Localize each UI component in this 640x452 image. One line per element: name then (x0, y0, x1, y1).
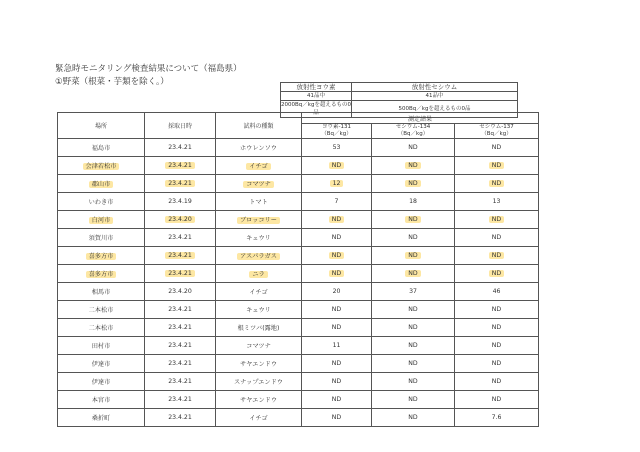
header-sample: 試料の種類 (216, 113, 302, 139)
table-row (58, 337, 539, 355)
cell-i131 (302, 175, 372, 193)
cs137-value: ND (489, 180, 504, 187)
cell-sample (216, 337, 302, 355)
i131-value: ND (331, 378, 342, 385)
cell-i131 (302, 391, 372, 409)
cell-i131 (302, 319, 372, 337)
i131-value: ND (331, 324, 342, 331)
cell-place (58, 193, 145, 211)
i131-value: ND (329, 270, 344, 277)
sample-value: スナップエンドウ (234, 379, 283, 386)
cell-i131 (302, 193, 372, 211)
date-value: 23.4.21 (168, 414, 192, 421)
place-value: 伊達市 (91, 379, 111, 386)
i131-value: 12 (330, 180, 344, 187)
cs137-value: ND (491, 144, 502, 151)
cell-i131 (302, 229, 372, 247)
cell-place (58, 211, 145, 229)
table-row (58, 373, 539, 391)
header-results: 測定結果 (302, 113, 539, 124)
sample-value: アスパラガス (237, 253, 280, 260)
results-table (57, 112, 539, 427)
cell-cs134 (372, 139, 455, 157)
cell-cs134 (372, 283, 455, 301)
cell-date (145, 139, 216, 157)
place-value: 桑折町 (91, 415, 111, 422)
cell-i131 (302, 283, 372, 301)
table-row (58, 139, 539, 157)
header-i131-label: ヨウ素-131 (322, 124, 351, 130)
cs134-value: ND (405, 180, 420, 187)
cell-cs137 (455, 373, 539, 391)
cell-cs134 (372, 211, 455, 229)
summary-iodine-head: 放射性ヨウ素 (281, 83, 352, 92)
date-value: 23.4.21 (168, 306, 192, 313)
i131-value: ND (329, 252, 344, 259)
cs134-value: ND (408, 378, 418, 385)
sample-value: ニラ (249, 271, 267, 278)
cs137-value: ND (491, 360, 502, 367)
table-row (58, 409, 539, 427)
cell-sample (216, 139, 302, 157)
table-row (58, 157, 539, 175)
table-row (58, 247, 539, 265)
i131-value: ND (331, 306, 342, 313)
sample-value: キュウリ (246, 235, 271, 242)
place-value: 白河市 (89, 217, 114, 224)
cell-date (145, 355, 216, 373)
cs137-value: ND (491, 342, 502, 349)
cell-place (58, 337, 145, 355)
place-value: 田村市 (91, 343, 111, 350)
cell-cs134 (372, 391, 455, 409)
header-cs137-label: セシウム-137 (479, 124, 514, 130)
cell-date (145, 211, 216, 229)
cell-date (145, 391, 216, 409)
sample-value: ホウレンソウ (240, 145, 277, 152)
table-row (58, 265, 539, 283)
cell-cs137 (455, 211, 539, 229)
cs134-value: ND (408, 342, 418, 349)
table-row (58, 193, 539, 211)
place-value: 郡山市 (89, 181, 114, 188)
table-row (58, 283, 539, 301)
place-value: 相馬市 (91, 289, 111, 296)
cs134-value: ND (408, 234, 418, 241)
date-value: 23.4.20 (168, 288, 192, 295)
cell-date (145, 337, 216, 355)
place-value: 須賀川市 (88, 235, 114, 242)
date-value: 23.4.21 (165, 162, 195, 169)
place-value: 二本松市 (88, 325, 114, 332)
date-value: 23.4.21 (165, 270, 195, 277)
table-row (58, 229, 539, 247)
cs137-value: ND (489, 252, 504, 259)
i131-value: ND (331, 414, 342, 421)
cs137-value: 46 (492, 288, 501, 295)
sample-value: 根ミツバ(露地) (237, 325, 280, 332)
date-value: 23.4.21 (168, 324, 192, 331)
cell-cs137 (455, 229, 539, 247)
cs134-value: 18 (409, 198, 417, 205)
cell-cs134 (372, 355, 455, 373)
cell-cs137 (455, 157, 539, 175)
place-value: 伊達市 (91, 361, 111, 368)
cell-i131 (302, 139, 372, 157)
cell-cs137 (455, 247, 539, 265)
cell-cs137 (455, 193, 539, 211)
i131-value: 11 (332, 342, 341, 349)
place-value: 喜多方市 (86, 253, 117, 260)
sample-value: イチゴ (249, 289, 268, 296)
cs137-value: ND (491, 234, 502, 241)
cell-i131 (302, 355, 372, 373)
cell-sample (216, 157, 302, 175)
cell-place (58, 409, 145, 427)
i131-value: ND (331, 396, 342, 403)
cs134-value: ND (405, 270, 420, 277)
summary-cesium-note: 500Bq／kgを超えるもの0品 (352, 101, 518, 118)
place-value: 本宮市 (91, 397, 111, 404)
summary-cesium-count: 41品中 (352, 92, 518, 101)
cell-sample (216, 319, 302, 337)
cs137-value: ND (489, 162, 504, 169)
header-date: 採取日時 (145, 113, 216, 139)
cell-sample (216, 193, 302, 211)
date-value: 23.4.21 (168, 342, 192, 349)
summary-cesium-head: 放射性セシウム (352, 83, 518, 92)
header-i131 (302, 124, 372, 139)
sample-value: キュウリ (246, 307, 271, 314)
cell-sample (216, 301, 302, 319)
cell-i131 (302, 247, 372, 265)
header-cs134 (372, 124, 455, 139)
table-row (58, 301, 539, 319)
table-row (58, 319, 539, 337)
cell-date (145, 229, 216, 247)
cell-place (58, 373, 145, 391)
sample-value: ブロッコリー (237, 217, 280, 224)
cell-place (58, 319, 145, 337)
i131-value: ND (329, 216, 344, 223)
date-value: 23.4.21 (165, 252, 195, 259)
date-value: 23.4.21 (168, 378, 192, 385)
cell-i131 (302, 409, 372, 427)
i131-value: 20 (332, 288, 341, 295)
summary-iodine-note: 2000Bq／kgを超えるもの0品 (281, 102, 351, 116)
cs137-value: ND (491, 324, 502, 331)
cell-sample (216, 409, 302, 427)
header-cs134-label: セシウム-134 (395, 124, 431, 130)
cell-cs137 (455, 283, 539, 301)
cell-date (145, 193, 216, 211)
cs134-value: 37 (409, 288, 417, 295)
date-value: 23.4.21 (168, 144, 192, 151)
date-value: 23.4.21 (168, 396, 192, 403)
cell-date (145, 157, 216, 175)
i131-value: ND (331, 234, 342, 241)
cell-cs134 (372, 373, 455, 391)
cell-cs134 (372, 337, 455, 355)
section-subtitle: ①野菜（根菜・芋類を除く。） (55, 77, 169, 87)
place-value: 会津若松市 (83, 163, 120, 170)
table-row (58, 211, 539, 229)
i131-value: 7 (334, 198, 339, 205)
cell-cs137 (455, 319, 539, 337)
cell-sample (216, 373, 302, 391)
cell-i131 (302, 157, 372, 175)
cell-cs134 (372, 175, 455, 193)
cell-i131 (302, 265, 372, 283)
sample-value: イチゴ (249, 415, 268, 422)
sample-value: コマツナ (243, 181, 274, 188)
i131-value: ND (331, 360, 342, 367)
sample-value: サヤエンドウ (239, 361, 278, 368)
cell-i131 (302, 211, 372, 229)
sample-value: イチゴ (246, 163, 270, 170)
cell-place (58, 301, 145, 319)
cs134-value: ND (408, 396, 418, 403)
cell-place (58, 175, 145, 193)
cell-cs137 (455, 139, 539, 157)
cell-i131 (302, 301, 372, 319)
i131-value: ND (329, 162, 344, 169)
cell-cs134 (372, 157, 455, 175)
cell-i131 (302, 373, 372, 391)
cell-cs137 (455, 175, 539, 193)
cell-place (58, 229, 145, 247)
cell-cs134 (372, 319, 455, 337)
results-table-body (58, 139, 539, 427)
cell-date (145, 409, 216, 427)
cell-sample (216, 175, 302, 193)
cell-place (58, 247, 145, 265)
sample-value: コマツナ (246, 343, 271, 350)
place-value: 喜多方市 (86, 271, 117, 278)
cell-cs137 (455, 337, 539, 355)
cell-cs137 (455, 409, 539, 427)
cell-date (145, 265, 216, 283)
cell-cs134 (372, 409, 455, 427)
cell-place (58, 283, 145, 301)
cell-date (145, 319, 216, 337)
cs137-value: 13 (492, 198, 501, 205)
header-cs137-unit: （Bq／kg） (481, 131, 512, 137)
cell-date (145, 301, 216, 319)
cell-place (58, 139, 145, 157)
cell-place (58, 265, 145, 283)
place-value: 二本松市 (88, 307, 114, 314)
cell-date (145, 373, 216, 391)
cell-i131 (302, 337, 372, 355)
cell-place (58, 355, 145, 373)
cell-sample (216, 355, 302, 373)
place-value: いわき市 (88, 199, 114, 206)
cell-cs134 (372, 247, 455, 265)
document-title: 緊急時モニタリング検査結果について（福島県） (55, 64, 242, 74)
cs134-value: ND (405, 252, 420, 259)
cell-cs134 (372, 229, 455, 247)
header-cs134-unit: （Bq／kg） (397, 131, 429, 137)
cell-cs134 (372, 265, 455, 283)
cell-cs134 (372, 193, 455, 211)
table-row (58, 355, 539, 373)
cell-sample (216, 265, 302, 283)
date-value: 23.4.21 (168, 234, 192, 241)
table-row (58, 175, 539, 193)
table-row (58, 391, 539, 409)
cell-sample (216, 211, 302, 229)
cs134-value: ND (408, 360, 418, 367)
cell-place (58, 157, 145, 175)
header-cs137 (455, 124, 539, 139)
cs137-value: ND (489, 270, 504, 277)
cell-cs137 (455, 391, 539, 409)
date-value: 23.4.20 (165, 216, 195, 223)
date-value: 23.4.19 (168, 198, 192, 205)
cell-cs137 (455, 355, 539, 373)
date-value: 23.4.21 (168, 360, 192, 367)
summary-iodine-count: 41品中 (281, 92, 352, 101)
cell-sample (216, 247, 302, 265)
cell-sample (216, 283, 302, 301)
cs134-value: ND (408, 324, 418, 331)
cell-sample (216, 229, 302, 247)
cell-place (58, 391, 145, 409)
cell-sample (216, 391, 302, 409)
cs137-value: ND (491, 306, 502, 313)
cell-date (145, 283, 216, 301)
cs134-value: ND (405, 162, 420, 169)
cs134-value: ND (408, 306, 418, 313)
place-value: 福島市 (91, 145, 111, 152)
cs134-value: ND (408, 144, 418, 151)
cs134-value: ND (408, 414, 418, 421)
i131-value: 53 (332, 144, 341, 151)
sample-value: トマト (249, 199, 268, 206)
header-place: 場所 (58, 113, 145, 139)
cell-date (145, 247, 216, 265)
cs137-value: ND (491, 396, 502, 403)
cs137-value: ND (491, 378, 502, 385)
cs134-value: ND (405, 216, 420, 223)
cell-cs134 (372, 301, 455, 319)
sample-value: サヤエンドウ (239, 397, 278, 404)
cell-cs137 (455, 301, 539, 319)
date-value: 23.4.21 (165, 180, 195, 187)
cell-date (145, 175, 216, 193)
cell-cs137 (455, 265, 539, 283)
cs137-value: ND (489, 216, 504, 223)
cs137-value: 7.6 (491, 414, 502, 421)
header-i131-unit: （Bq／kg） (321, 131, 352, 137)
